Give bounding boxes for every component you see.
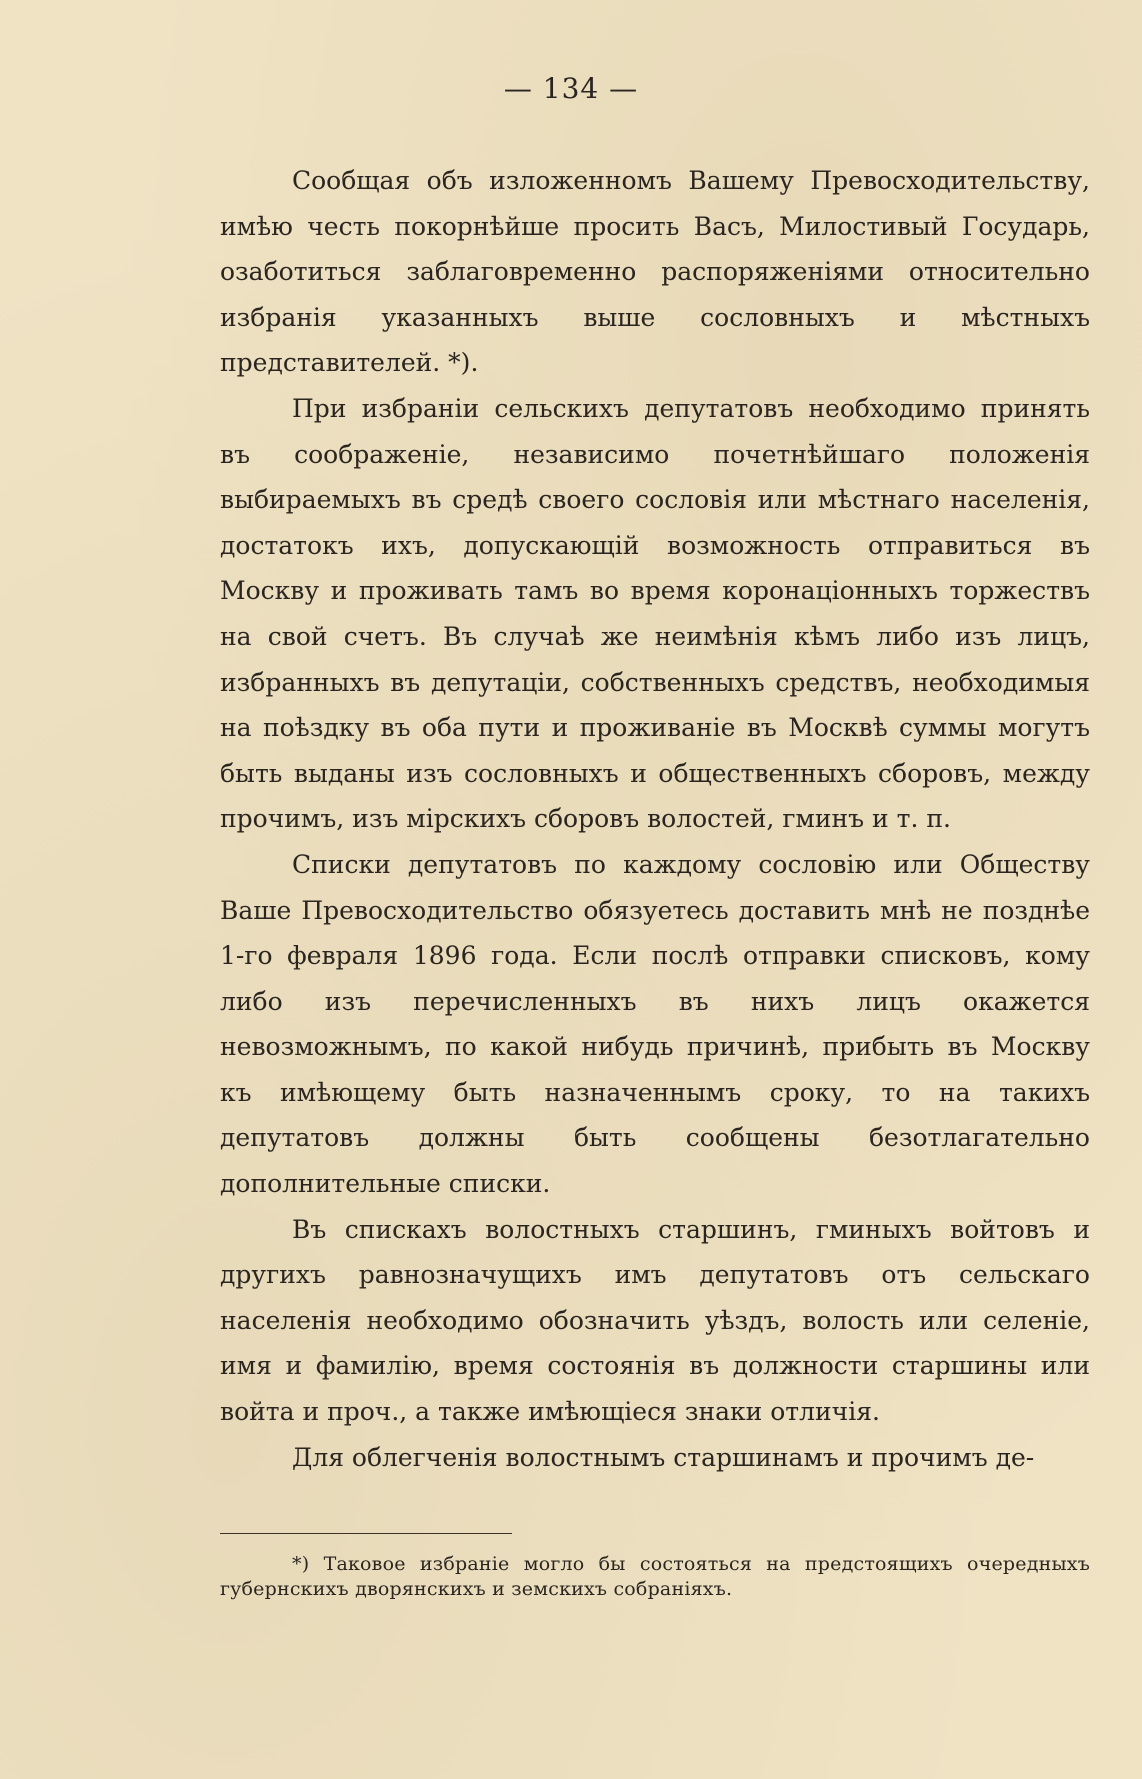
- body-text: [220, 158, 1090, 1480]
- page-number: — 134 —: [503, 72, 639, 105]
- paragraph-4: Въ спискахъ волостныхъ старшинъ, гминыхъ войтовъ и другихъ равнозначущихъ имъ депутатовъ отъ сельскаго населенія необходимо обозначить уѣздъ, волость или селеніе, имя и фамилію, время состоянія въ должности старшины или войта и проч., а также имѣющіеся знаки отличія.: [220, 1214, 1090, 1427]
- paragraph-2: При избраніи сельскихъ депутатовъ необходимо принять въ соображеніе, независимо почетнѣйшаго положенія выбираемыхъ въ средѣ своего сословія или мѣстнаго населенія, достатокъ ихъ, допускающій возможность отправиться въ Москву и проживать тамъ во время коронаціонныхъ торжествъ на свой счетъ. Въ случаѣ же неимѣнія кѣмъ либо изъ лицъ, избранныхъ въ депутаціи, собственныхъ средствъ, необходимыя на поѣздку въ оба пути и проживаніе въ Москвѣ суммы могутъ быть выданы изъ сословныхъ и общественныхъ сборовъ, между прочимъ, изъ мірскихъ сборовъ волостей, гминъ и т. п.: [220, 393, 1090, 834]
- paragraph-3: Списки депутатовъ по каждому сословію или Обществу Ваше Превосходительство обязуетесь доставить мнѣ не позднѣе 1-го февраля 1896 года. Если послѣ отправки списковъ, кому либо изъ перечисленныхъ въ нихъ лицъ окажется невозможнымъ, по какой нибудь причинѣ, прибыть въ Москву къ имѣющему быть назначеннымъ сроку, то на такихъ депутатовъ должны быть сообщены безотлагательно дополнительные списки.: [220, 849, 1090, 1199]
- paragraph-5: Для облегченія волостнымъ старшинамъ и прочимъ де-: [292, 1442, 1035, 1472]
- footnote: *) Таковое избраніе могло бы состояться на предстоящихъ очередныхъ губернскихъ дворянскихъ и земскихъ собраніяхъ.: [220, 1553, 1090, 1600]
- footnote-divider: [220, 1533, 512, 1534]
- paragraph-1: Сообщая объ изложенномъ Вашему Превосходительству, имѣю честь покорнѣйше просить Васъ, Милостивый Государь, озаботиться заблаговременно распоряженіями относительно избранія указанныхъ выше сословныхъ и мѣстныхъ представителей. *).: [220, 166, 1090, 378]
